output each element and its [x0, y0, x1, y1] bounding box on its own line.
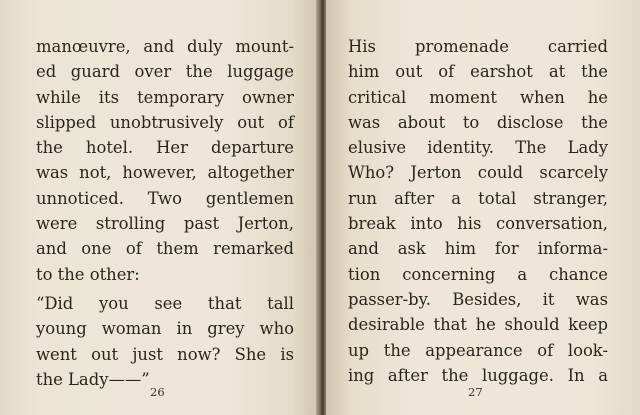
text-line: were strolling past Jerton,: [36, 214, 294, 234]
text-line: passer-by. Besides, it was: [348, 289, 608, 309]
text-line: slipped unobtrusively out of: [36, 112, 294, 132]
left-page: [0, 0, 318, 415]
text-line: while its temporary owner: [36, 87, 294, 107]
text-line: “Did you see that tall: [36, 293, 294, 313]
text-line: to the other:: [36, 264, 140, 284]
text-line: manœuvre, and duly mount-: [36, 37, 294, 56]
text-line: run after a total stranger,: [348, 188, 608, 208]
text-line: up the appearance of look-: [348, 340, 608, 360]
text-line: him out of earshot at the: [348, 62, 608, 82]
text-line: break into his conversation,: [348, 214, 608, 234]
text-line: young woman in grey who: [36, 319, 294, 339]
text-line: elusive identity. The Lady: [348, 138, 608, 158]
text-line: critical moment when he: [348, 87, 608, 107]
left-page-text: [36, 34, 294, 392]
text-line: and ask him for informa-: [348, 239, 608, 259]
right-page: [326, 0, 640, 415]
text-line: and one of them remarked: [36, 239, 294, 259]
text-line: ed guard over the luggage: [36, 62, 294, 82]
text-line: went out just now? She is: [36, 344, 294, 364]
page-number-right: 27: [468, 385, 483, 399]
text-line: the hotel. Her departure: [36, 138, 294, 158]
text-line: ing after the luggage. In a: [348, 365, 608, 385]
text-line: His promenade carried: [348, 37, 608, 56]
text-line: tion concerning a chance: [348, 264, 608, 284]
text-line: was about to disclose the: [348, 112, 608, 132]
text-line: unnoticed. Two gentlemen: [36, 188, 294, 208]
text-line: the Lady——”: [36, 369, 150, 389]
right-page-text: [348, 34, 608, 388]
page-number-left: 26: [150, 385, 165, 399]
text-line: was not, however, altogether: [36, 163, 294, 183]
text-line: Who? Jerton could scarcely: [348, 163, 608, 183]
text-line: desirable that he should keep: [348, 315, 608, 335]
